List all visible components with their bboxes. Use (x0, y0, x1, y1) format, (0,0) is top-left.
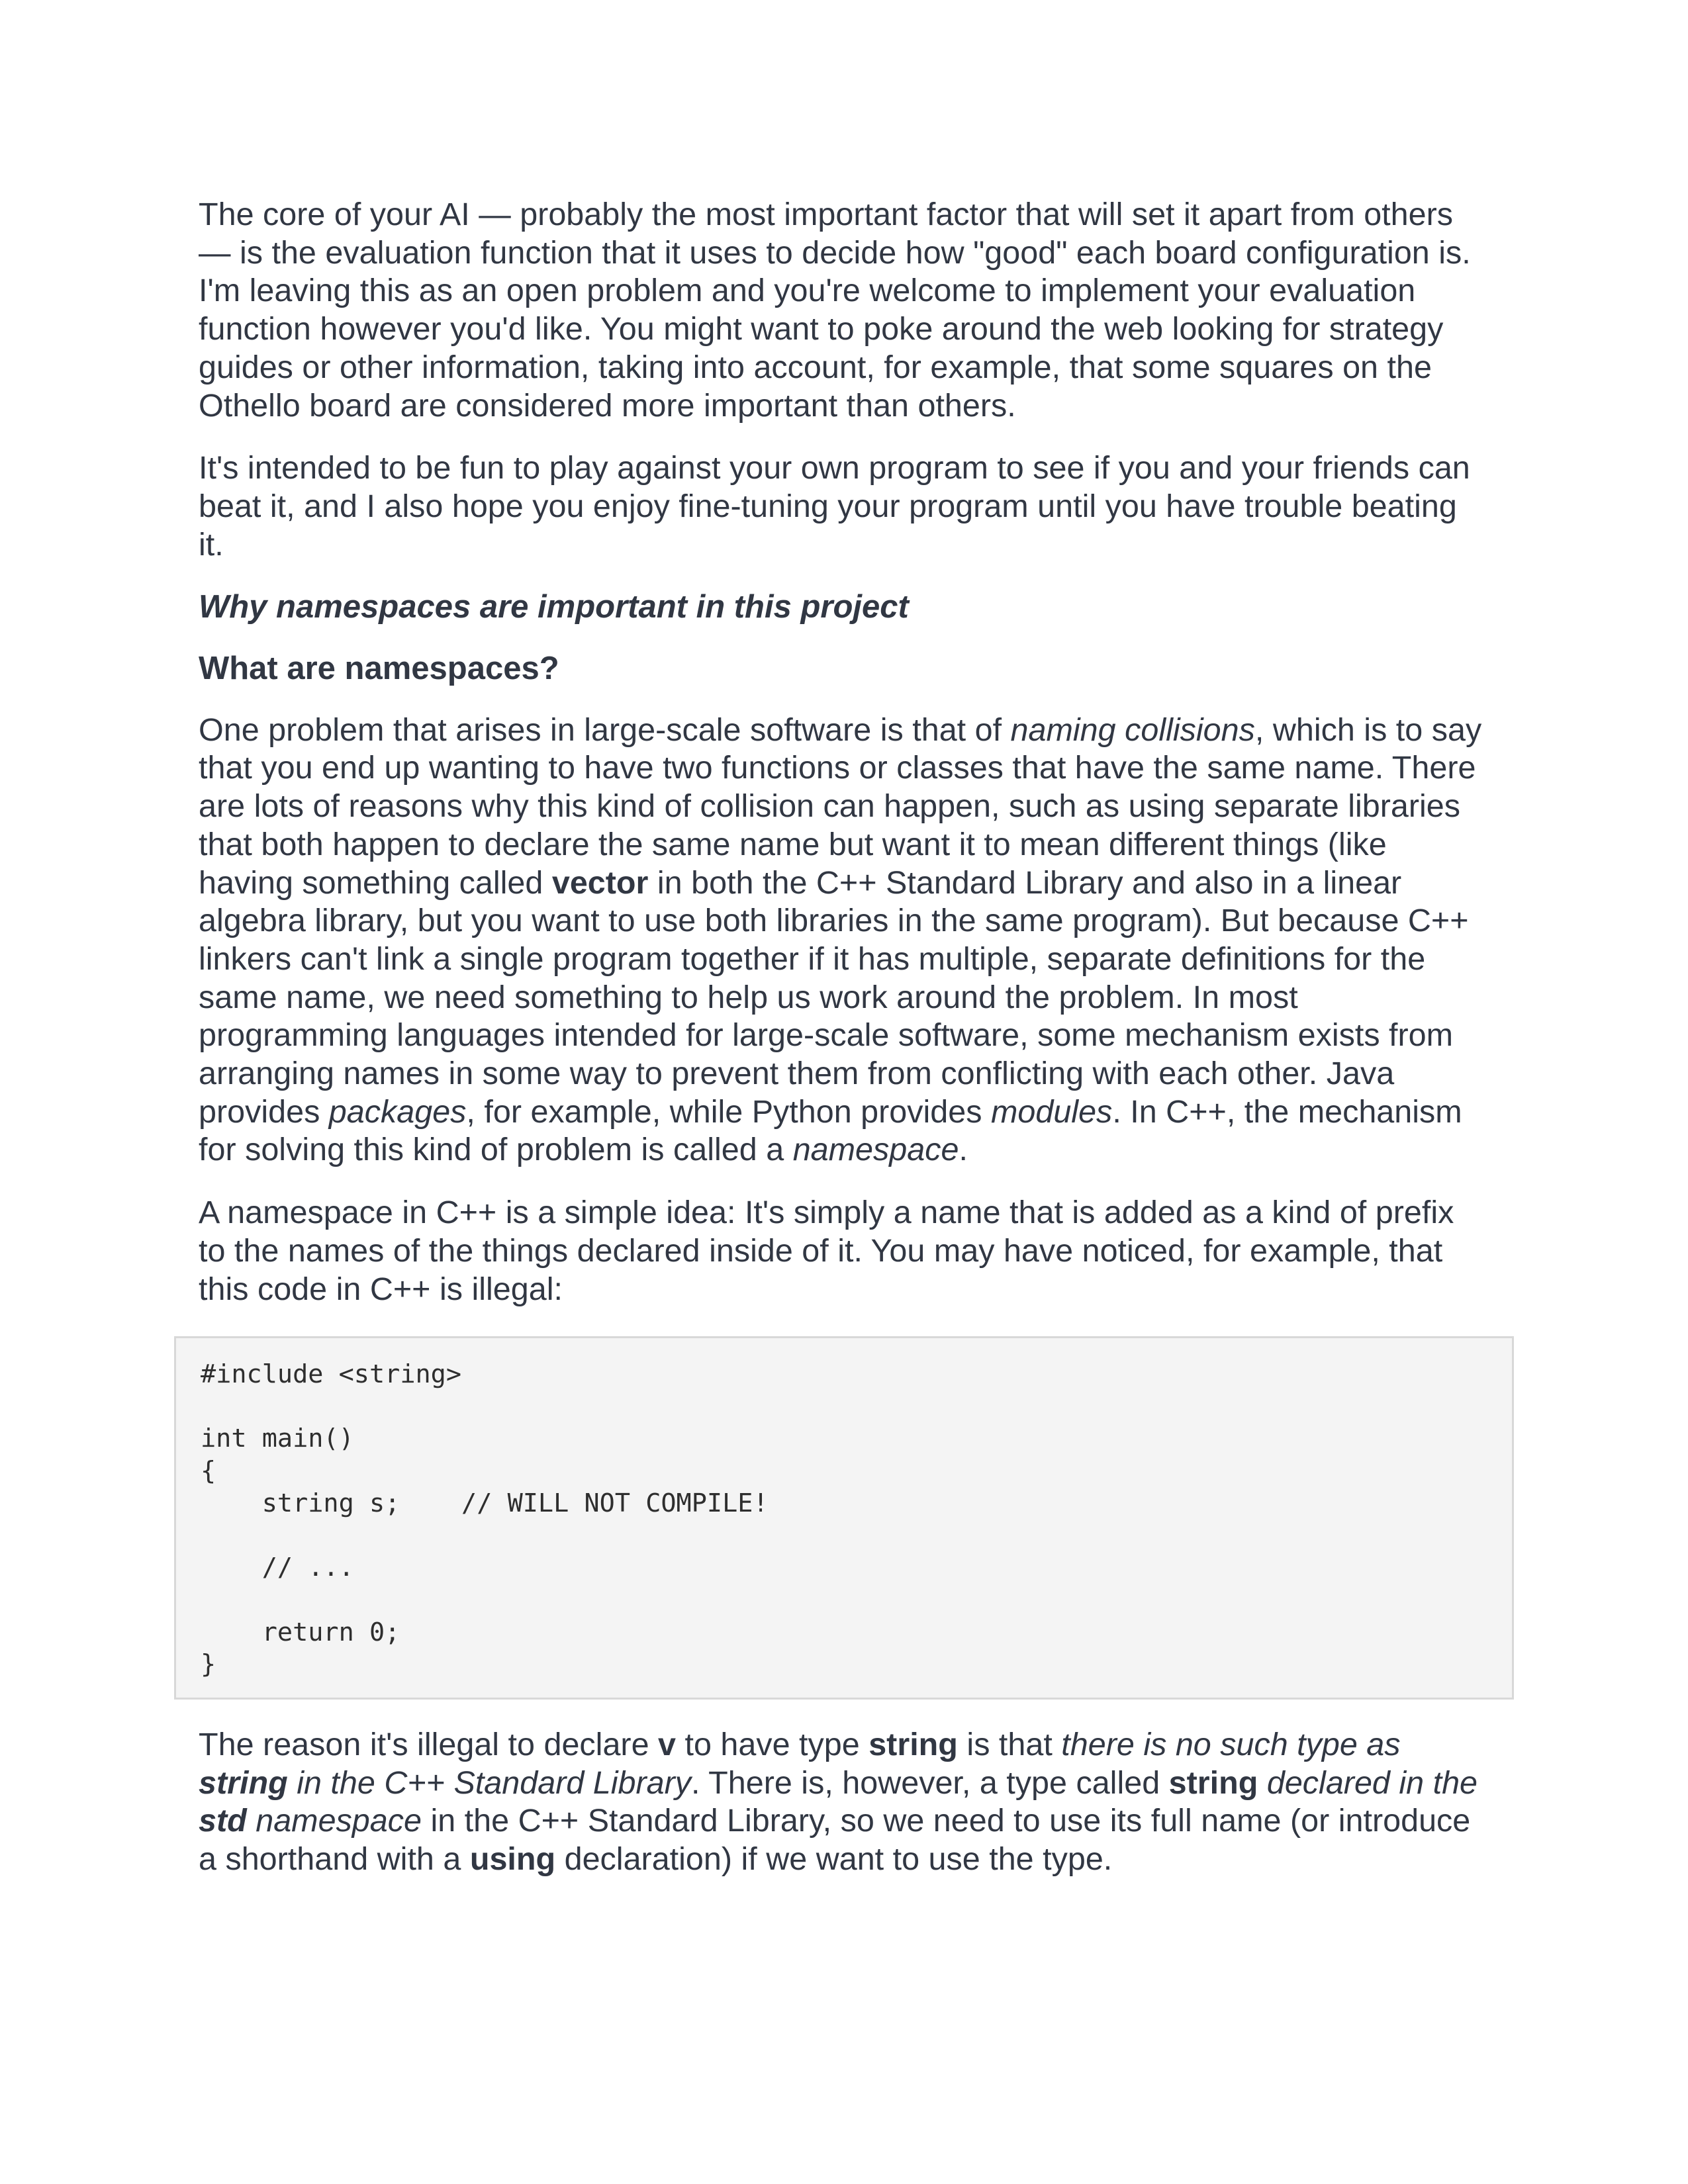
keyword-v: v (658, 1727, 676, 1762)
text-run: declared in the (1258, 1764, 1478, 1801)
text-run: in the C++ Standard Library (287, 1764, 692, 1801)
keyword-std: std (199, 1803, 247, 1839)
text-run: namespace (246, 1803, 422, 1839)
emphasis-naming-collisions: naming collisions (1010, 711, 1255, 748)
text-run: in the C++ Standard Library, so we need to use its full name (or introduce a shorthand with a (199, 1803, 1471, 1878)
heading-what-are-namespaces: What are namespaces? (199, 651, 559, 687)
keyword-string: string (868, 1727, 958, 1762)
text-run: in both the C++ Standard Library and also in a linear algebra library, but you want to use both libraries in the same program). But because C++ linkers can't link a single program together if it has multiple, separate definitions for the same name, we need something to help us work around the problem. In most programming languages intended for large-scale software, some mechanism exists from arranging names in some way to prevent them from conflicting with each other. Java provides (199, 864, 1469, 1130)
emphasis-namespace: namespace (792, 1132, 959, 1168)
code-listing: #include <string> int main() { string s; // WILL NOT COMPILE! // ... return 0; } (201, 1359, 769, 1680)
text-run: , for example, while Python provides (466, 1093, 991, 1130)
text-run: . (959, 1132, 968, 1168)
text-run: One problem that arises in large-scale software is that of (199, 711, 1011, 748)
keyword-vector: vector (551, 864, 649, 901)
keyword-string: string (199, 1764, 288, 1801)
text-run: . There is, however, a type called (691, 1764, 1169, 1801)
paragraph-naming-collisions (199, 711, 1489, 1169)
text-run: . In C++, the mechanism for solving this kind of problem is called a (199, 1093, 1462, 1168)
text-run: is that (957, 1727, 1062, 1762)
paragraph-illegal-reason (199, 1726, 1489, 1879)
paragraph-namespace-idea: A namespace in C++ is a simple idea: It's simply a name that is added as a kind of prefix to the names of the things declared inside of it. You may have noticed, for example, that this code in C++ is illegal: (199, 1195, 1454, 1307)
text-run: , which is to say that you end up wanting to have two functions or classes that have the same name. There are lots of reasons why this kind of collision can happen, such as using separate libraries that both happen to declare the same name but want it to mean different things (like having something called (199, 711, 1482, 901)
paragraph-fun-to-play: It's intended to be fun to play against your own program to see if you and your friends can beat it, and I also hope you enjoy fine-tuning your program until you have trouble beating it. (199, 450, 1470, 563)
paragraph-evaluation-function: The core of your AI — probably the most important factor that will set it apart from others — is the evaluation function that it uses to decide how "good" each board configuration is. I'm leaving this as an open problem and you're welcome to implement your evaluation function however you'd like. You might want to poke around the web looking for strategy guides or other information, taking into account, for example, that some squares on the Othello board are considered more important than others. (199, 197, 1471, 424)
heading-why-namespaces: Why namespaces are important in this project (199, 589, 909, 625)
emphasis-modules: modules (990, 1093, 1113, 1130)
keyword-using: using (469, 1841, 556, 1878)
text-run: The reason it's illegal to declare (199, 1727, 659, 1762)
text-run: there is no such type as (1061, 1727, 1401, 1762)
emphasis-packages: packages (328, 1093, 467, 1130)
text-run: to have type (676, 1727, 869, 1762)
document-body (199, 196, 1489, 1333)
keyword-string: string (1168, 1764, 1258, 1801)
text-run: declaration) if we want to use the type. (555, 1841, 1113, 1878)
code-block (174, 1336, 1514, 1700)
